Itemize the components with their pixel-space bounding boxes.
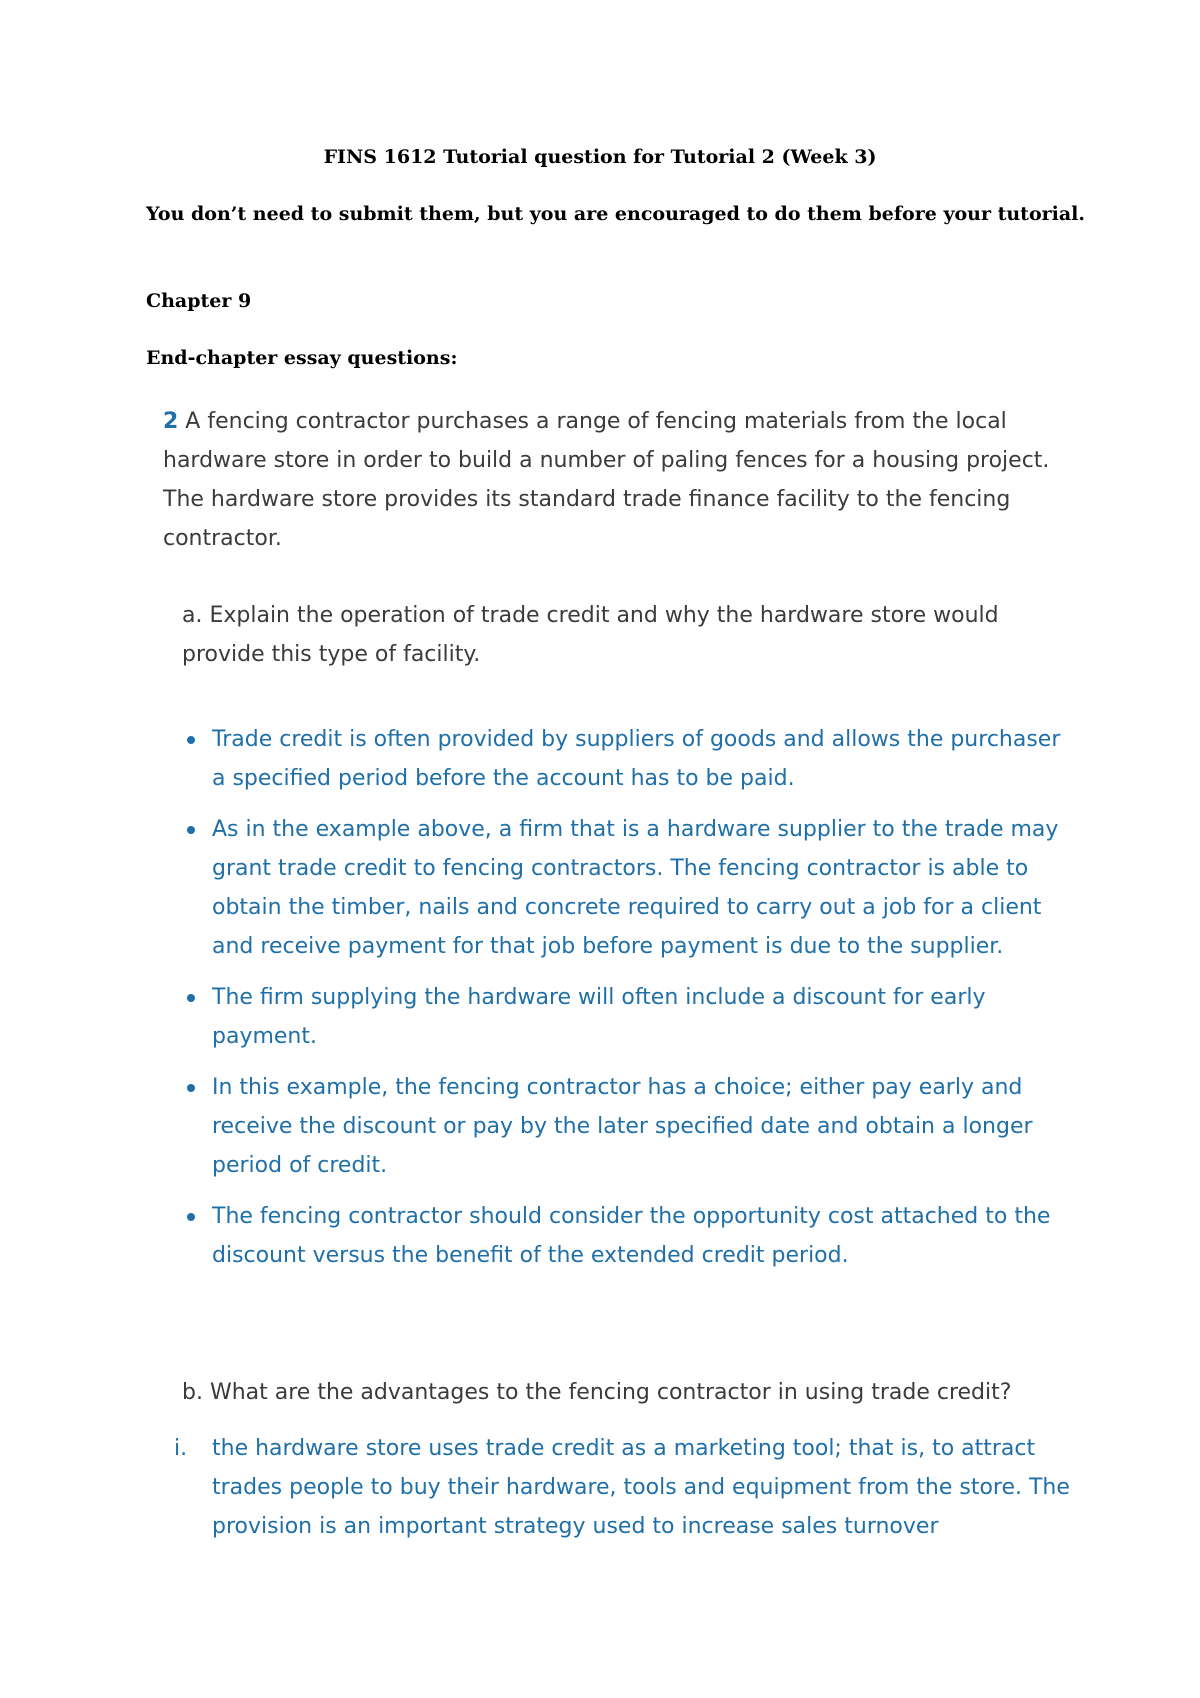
question-number: 2 bbox=[163, 409, 179, 434]
bullet-icon bbox=[187, 736, 195, 744]
list-item bbox=[182, 1197, 1062, 1275]
question-2 bbox=[163, 402, 1063, 558]
roman-numeral-marker: i. bbox=[174, 1436, 188, 1461]
bullet-icon bbox=[187, 1084, 195, 1092]
bullet-text: As in the example above, a firm that is a hardware supplier to the trade may grant trade credit to fencing contractors. The fencing contractor is able to obtain the timber, nails and concrete required to carry out a job for a client and receive payment for that job before payment is due to the supplier. bbox=[212, 817, 1059, 959]
list-item bbox=[182, 720, 1062, 798]
bullet-text: Trade credit is often provided by suppliers of goods and allows the purchaser a specified period before the account has to be paid. bbox=[212, 727, 1061, 791]
part-a-answer-list bbox=[182, 720, 1062, 1287]
part-a-prompt: a. Explain the operation of trade credit and why the hardware store would provide this type of facility. bbox=[182, 603, 999, 667]
list-item bbox=[182, 1068, 1062, 1185]
list-item bbox=[174, 1429, 1074, 1546]
chapter-heading: Chapter 9 bbox=[146, 290, 252, 312]
document-subtitle: You don’t need to submit them, but you are encouraged to do them before your tutorial. bbox=[146, 203, 1086, 225]
bullet-text: In this example, the fencing contractor has a choice; either pay early and receive the discount or pay by the later specified date and obtain a longer period of credit. bbox=[212, 1075, 1033, 1178]
document-title: FINS 1612 Tutorial question for Tutorial 2 (Week 3) bbox=[323, 146, 877, 168]
part-b-prompt: b. What are the advantages to the fencing contractor in using trade credit? bbox=[182, 1380, 1012, 1405]
bullet-icon bbox=[187, 994, 195, 1002]
essay-questions-heading: End-chapter essay questions: bbox=[146, 347, 458, 369]
question-text: A fencing contractor purchases a range of fencing materials from the local hardware store in order to build a number of paling fences for a housing project. The hardware store provides its standard trade finance facility to the fencing contractor. bbox=[163, 409, 1050, 551]
list-item-text: the hardware store uses trade credit as a marketing tool; that is, to attract trades people to buy their hardware, tools and equipment from the store. The provision is an important strategy used to increase sales turnover bbox=[212, 1436, 1070, 1539]
bullet-icon bbox=[187, 1213, 195, 1221]
bullet-icon bbox=[187, 826, 195, 834]
bullet-text: The firm supplying the hardware will often include a discount for early payment. bbox=[212, 985, 986, 1049]
list-item bbox=[182, 978, 1062, 1056]
list-item bbox=[182, 810, 1062, 966]
bullet-text: The fencing contractor should consider the opportunity cost attached to the discount versus the benefit of the extended credit period. bbox=[212, 1204, 1051, 1268]
part-b-answer-list bbox=[174, 1429, 1074, 1546]
